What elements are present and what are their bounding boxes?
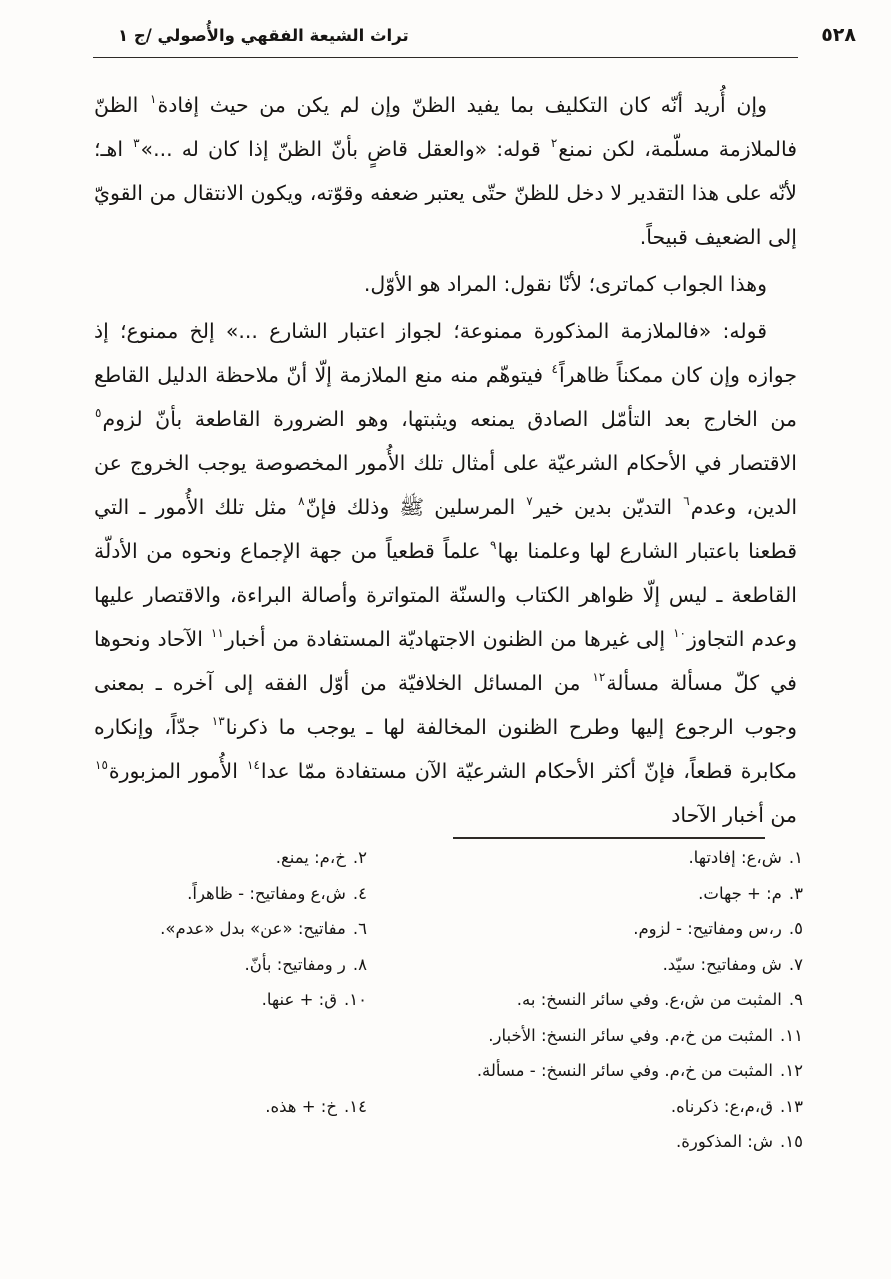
- page-header: [118, 24, 856, 46]
- footnote-marker: ١٣: [211, 714, 225, 728]
- footnote-text: م: + جهات.: [698, 883, 782, 903]
- footnote-cell-left: [145, 884, 367, 903]
- footnote-row: [88, 884, 803, 920]
- body-paragraph: وهذا الجواب كماترى؛ لأنّا نقول: المراد هو الأوّل.: [363, 272, 767, 296]
- footnote-number: ١٣.: [780, 1096, 803, 1116]
- footnote-number: ١٤.: [344, 1096, 367, 1116]
- footnote-cell-right: [451, 1026, 803, 1045]
- footnote-text: خ،م: يمنع.: [275, 848, 346, 867]
- footnote-cell-right: [451, 990, 803, 1009]
- footnote-marker: ٨: [298, 494, 305, 508]
- page-number: ٥٢٨: [821, 24, 856, 46]
- footnote-number: ١٢.: [780, 1061, 803, 1080]
- footnote-text: ر ومفاتيح: بأنّ.: [244, 954, 346, 974]
- footnote-marker: ١٤: [247, 758, 260, 772]
- footnote-marker: ٤: [551, 362, 558, 376]
- footnote-marker: ٢: [550, 136, 558, 150]
- footnote-text: ش: المذكورة.: [676, 1132, 774, 1151]
- footnote-cell-left: [145, 955, 367, 974]
- footnote-number: ٨.: [352, 954, 367, 974]
- header-rule: [93, 57, 798, 58]
- footnote-number: ٢.: [352, 848, 367, 867]
- footnote-row: [88, 848, 803, 884]
- footnote-text: ش ومفاتيح: سيّد.: [662, 954, 782, 974]
- footnote-number: ٦.: [352, 919, 367, 938]
- footnote-cell-right: [451, 1097, 803, 1116]
- footnote-number: ٧.: [788, 954, 803, 974]
- footnote-row: [88, 1132, 803, 1168]
- footnote-text: المثبت من خ،م. وفي سائر النسخ: - مسألة.: [476, 1061, 774, 1080]
- footnote-row: [88, 1026, 803, 1062]
- footnote-number: ١١.: [780, 1025, 803, 1045]
- footnote-marker: ١: [150, 92, 157, 106]
- footnote-marker: ٥: [95, 406, 102, 420]
- footnote-cell-left: [145, 1097, 367, 1116]
- footnote-number: ٤.: [352, 883, 367, 903]
- footnote-row: [88, 955, 803, 991]
- footnote-number: ٣.: [788, 883, 803, 903]
- footnote-cell-left: [145, 990, 367, 1009]
- footnote-text: المثبت من خ،م. وفي سائر النسخ: الأخبار.: [488, 1025, 774, 1045]
- footnote-text: المثبت من ش،ع. وفي سائر النسخ: به.: [516, 990, 782, 1009]
- footnote-cell-right: [451, 1061, 803, 1080]
- footnote-marker: ١٠: [673, 626, 686, 640]
- footnote-cell-right: [451, 884, 803, 903]
- footnote-number: ١٥.: [780, 1132, 803, 1151]
- footnote-cell-left: [145, 848, 367, 867]
- footnote-cell-right: [451, 1132, 803, 1151]
- footnote-row: [88, 1061, 803, 1097]
- footnote-marker: ١١: [210, 626, 224, 640]
- footnote-cell-right: [451, 919, 803, 938]
- footnote-text: ق،م،ع: ذكرناه.: [670, 1096, 774, 1116]
- footnote-marker: ٣: [133, 136, 140, 150]
- footnote-number: ١٠.: [344, 990, 367, 1009]
- footnote-number: ١.: [788, 848, 803, 867]
- footnote-marker: ١٢: [592, 670, 606, 684]
- footnote-row: [88, 990, 803, 1026]
- footnote-text: ش،ع: إفادتها.: [688, 848, 782, 867]
- footnote-cell-right: [451, 955, 803, 974]
- footnote-cell-left: [145, 919, 367, 938]
- footnote-separator: [453, 837, 765, 839]
- body-paragraph: قوله: «فالملازمة المذكورة ممنوعة؛ لجواز اعتبار الشارع ...» إلخ ممنوع؛ إذ جوازه وإن كان ممكناً ظاهراً$^٤$ فيتوهّم منه منع الملازمة إلّا أنّ ملاحظة الدليل القاطع من الخارج بعد التأمّل الصادق يمنعه ويثبتها، وهو الضرورة القاطعة بأنّ لزوم$^٥$ الاقتصار في الأحكام الشرعيّة على أمثال تلك الأُمور المخصوصة يوجب الخروج عن الدين، وعدم$^٦$ التديّن بدين خير$^٧$ المرسلين ﷺ وذلك فإنّ$^٨$ مثل تلك الأُمور ـ التي قطعنا باعتبار الشارع لها وعلمنا بها$^٩$ علماً قطعياً من جهة الإجماع ونحوه من الأدلّة القاطعة ـ ليس إلّا ظواهر الكتاب والسنّة المتواترة وأصالة البراءة، والاقتصار عليها وعدم التجاوز$^{١٠}$ إلى غيرها من الظنون الاجتهاديّة المستفادة من أخبار$^{١١}$ الآحاد ونحوها في كلّ مسألة مسألة$^{١٢}$ من المسائل الخلافيّة من أوّل الفقه إلى آخره ـ بمعنى وجوب الرجوع إليها وطرح الظنون المخالفة لها ـ يوجب ما ذكرنا$^{١٣}$ جدّاً، وإنكاره مكابرة قطعاً، فإنّ أكثر الأحكام الشرعيّة الآن مستفادة ممّا عدا$^{١٤}$ الأُمور المزبورة$^{١٥}$ من أخبار الآحاد: [94, 319, 798, 827]
- footnote-text: ش،ع ومفاتيح: - ظاهراً.: [187, 883, 346, 903]
- body-paragraph: وإن أُريد أنّه كان التكليف بما يفيد الظنّ وإن لم يكن من حيث إفادة$^١$ الظنّ فالملازمة مسلّمة، لكن نمنع$^٢$ قوله: «والعقل قاضٍ بأنّ الظنّ إذا كان له ...»$^٣$ اهـ؛ لأنّه على هذا التقدير لا دخل للظنّ حتّى يعتبر ضعفه وقوّته، ويكون الانتقال من القويّ إلى الضعيف قبيحاً.: [94, 92, 798, 249]
- footnote-row: [88, 919, 803, 955]
- body-text: [94, 83, 797, 837]
- footnote-text: خ: + هذه.: [265, 1096, 338, 1116]
- page-title: تراث الشيعة الفقهي والأُصولي /ج ١: [118, 26, 409, 45]
- footnote-number: ٩.: [788, 990, 803, 1009]
- footnote-marker: ٩: [490, 538, 497, 552]
- footnote-text: ق: + عنها.: [261, 990, 338, 1009]
- footnote-text: ر،س ومفاتيح: - لزوم.: [633, 919, 782, 938]
- footnote-number: ٥.: [788, 919, 803, 938]
- footnotes: [88, 848, 803, 1168]
- footnote-marker: ٦: [683, 494, 690, 508]
- footnote-marker: ٧: [526, 494, 533, 508]
- footnote-text: مفاتيح: «عن» بدل «عدم».: [160, 919, 346, 938]
- footnote-cell-right: [451, 848, 803, 867]
- footnote-marker: ١٥: [95, 758, 108, 772]
- footnote-row: [88, 1097, 803, 1133]
